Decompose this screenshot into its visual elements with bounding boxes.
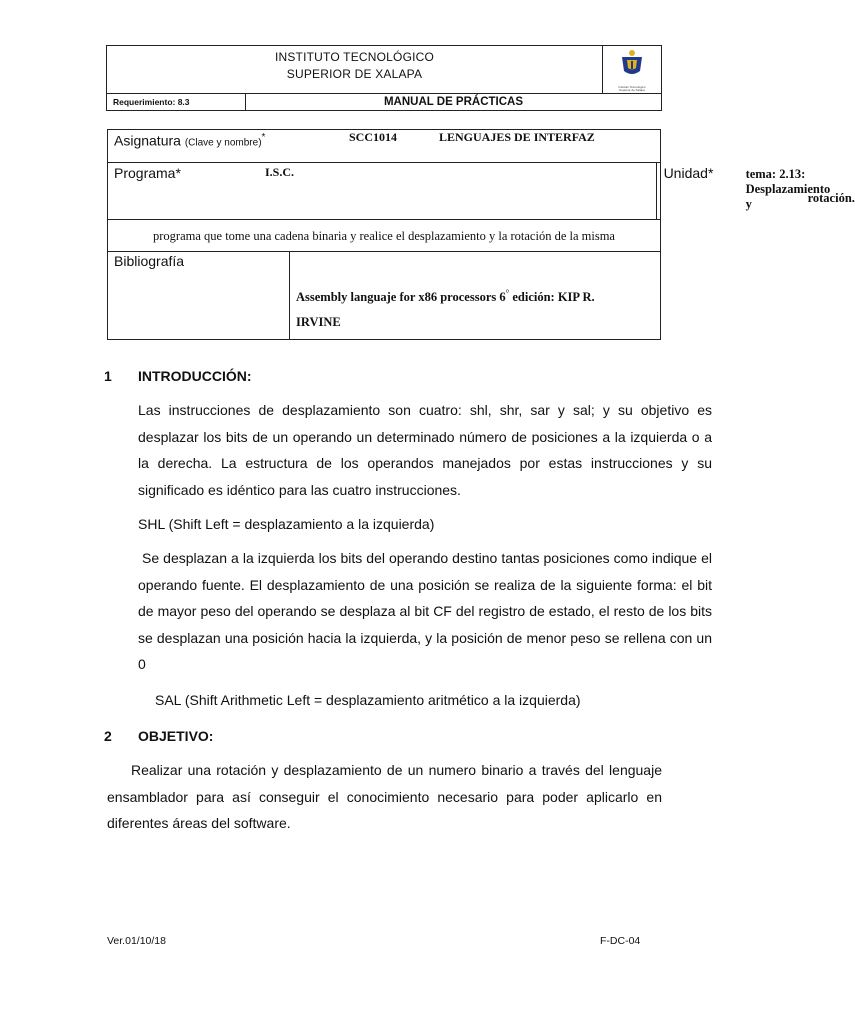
shl-title: SHL (Shift Left = desplazamiento a la izquierda) (138, 516, 435, 532)
programa-value: I.S.C. (265, 165, 295, 179)
logo-caption-line2: Superior de Xalapa (619, 88, 645, 92)
practice-description: programa que tome una cadena binaria y realice el desplazamiento y la rotación de la misma (153, 228, 615, 243)
asignatura-label-group (114, 132, 265, 149)
tema-line1: tema: 2.13: Desplazamiento y (745, 167, 831, 211)
manual-title-cell (246, 94, 662, 111)
sal-title: SAL (Shift Arithmetic Left = desplazamiento aritmético a la izquierda) (155, 692, 581, 708)
institute-name-cell (107, 46, 603, 94)
bibliografia-degree: ° (505, 288, 510, 298)
objective-heading: OBJETIVO: (138, 728, 214, 744)
bibliografia-value-cell (290, 252, 661, 340)
bibliografia-text (296, 281, 656, 335)
institute-logo-icon (610, 47, 654, 87)
subject-code: SCC1014 (349, 130, 398, 144)
intro-heading: INTRODUCCIÓN: (138, 368, 252, 384)
unidad-label-group (664, 165, 714, 181)
subject-table (107, 129, 855, 340)
institute-name-line1: INSTITUTO TECNOLÓGICO (274, 50, 435, 64)
description-cell (108, 220, 661, 252)
logo-caption-line1: Instituto Tecnológico (618, 84, 646, 89)
bibliografia-label: Bibliografía (114, 253, 185, 269)
unidad-asterisk: * (707, 165, 714, 181)
institute-name-line2: SUPERIOR DE XALAPA (286, 67, 423, 81)
programa-label-group (114, 165, 181, 181)
objective-paragraph: Realizar una rotación y desplazamiento de un numero binario a través del lenguaje ensamblador para así conseguir el conocimiento necesario para poder aplicarlo en diferentes áreas del software. (107, 762, 662, 831)
footer-version: Ver.01/10/18 (107, 935, 166, 947)
programa-label: Programa (114, 165, 176, 181)
programa-cell (108, 163, 657, 220)
asignatura-cell (108, 130, 661, 163)
bibliografia-line2: IRVINE (296, 315, 341, 330)
unidad-cell (656, 163, 855, 220)
shl-paragraph: Se desplazan a la izquierda los bits del operando destino tantas posiciones como indique el operando fuente. El desplazamiento de una posición se realiza de la siguiente forma: el bit de mayor peso del operando se desplaza al bit CF del registro de estado, el resto de los bits se desplazan una posición hacia la izquierda, y la posición de menor peso se rellena con un 0 (138, 550, 716, 672)
programa-asterisk: * (175, 165, 181, 181)
intro-paragraph: Las instrucciones de desplazamiento son cuatro: shl, shr, sar y sal; y su objetivo es desplazar los bits de un operando un determinado número de posiciones a la izquierda o a la derecha. La estructura de los operandos manejados por estas instrucciones y su significado es idéntico para las cuatro instrucciones. (138, 402, 712, 498)
bibliografia-label-cell (108, 252, 290, 340)
document-header (106, 45, 662, 111)
manual-title: MANUAL DE PRÁCTICAS (383, 96, 524, 108)
logo-cell (603, 46, 662, 94)
tema-line2: rotación. (807, 191, 855, 205)
requirement-label: Requerimiento: 8.3 (113, 97, 190, 107)
intro-number: 1 (104, 368, 112, 384)
bibliografia-line1-pre: Assembly languaje for x86 processors 6 (296, 290, 506, 305)
bibliografia-line1-post: edición: KIP R. (509, 290, 595, 305)
subject-name: LENGUAJES DE INTERFAZ (439, 130, 595, 144)
asignatura-asterisk: * (261, 132, 266, 143)
objective-number: 2 (104, 728, 112, 744)
asignatura-hint: (Clave y nombre) (184, 137, 262, 149)
footer-form-code: F-DC-04 (600, 935, 641, 947)
asignatura-label: Asignatura (114, 132, 181, 149)
requirement-cell (107, 94, 246, 111)
unidad-label: Unidad (663, 165, 708, 181)
